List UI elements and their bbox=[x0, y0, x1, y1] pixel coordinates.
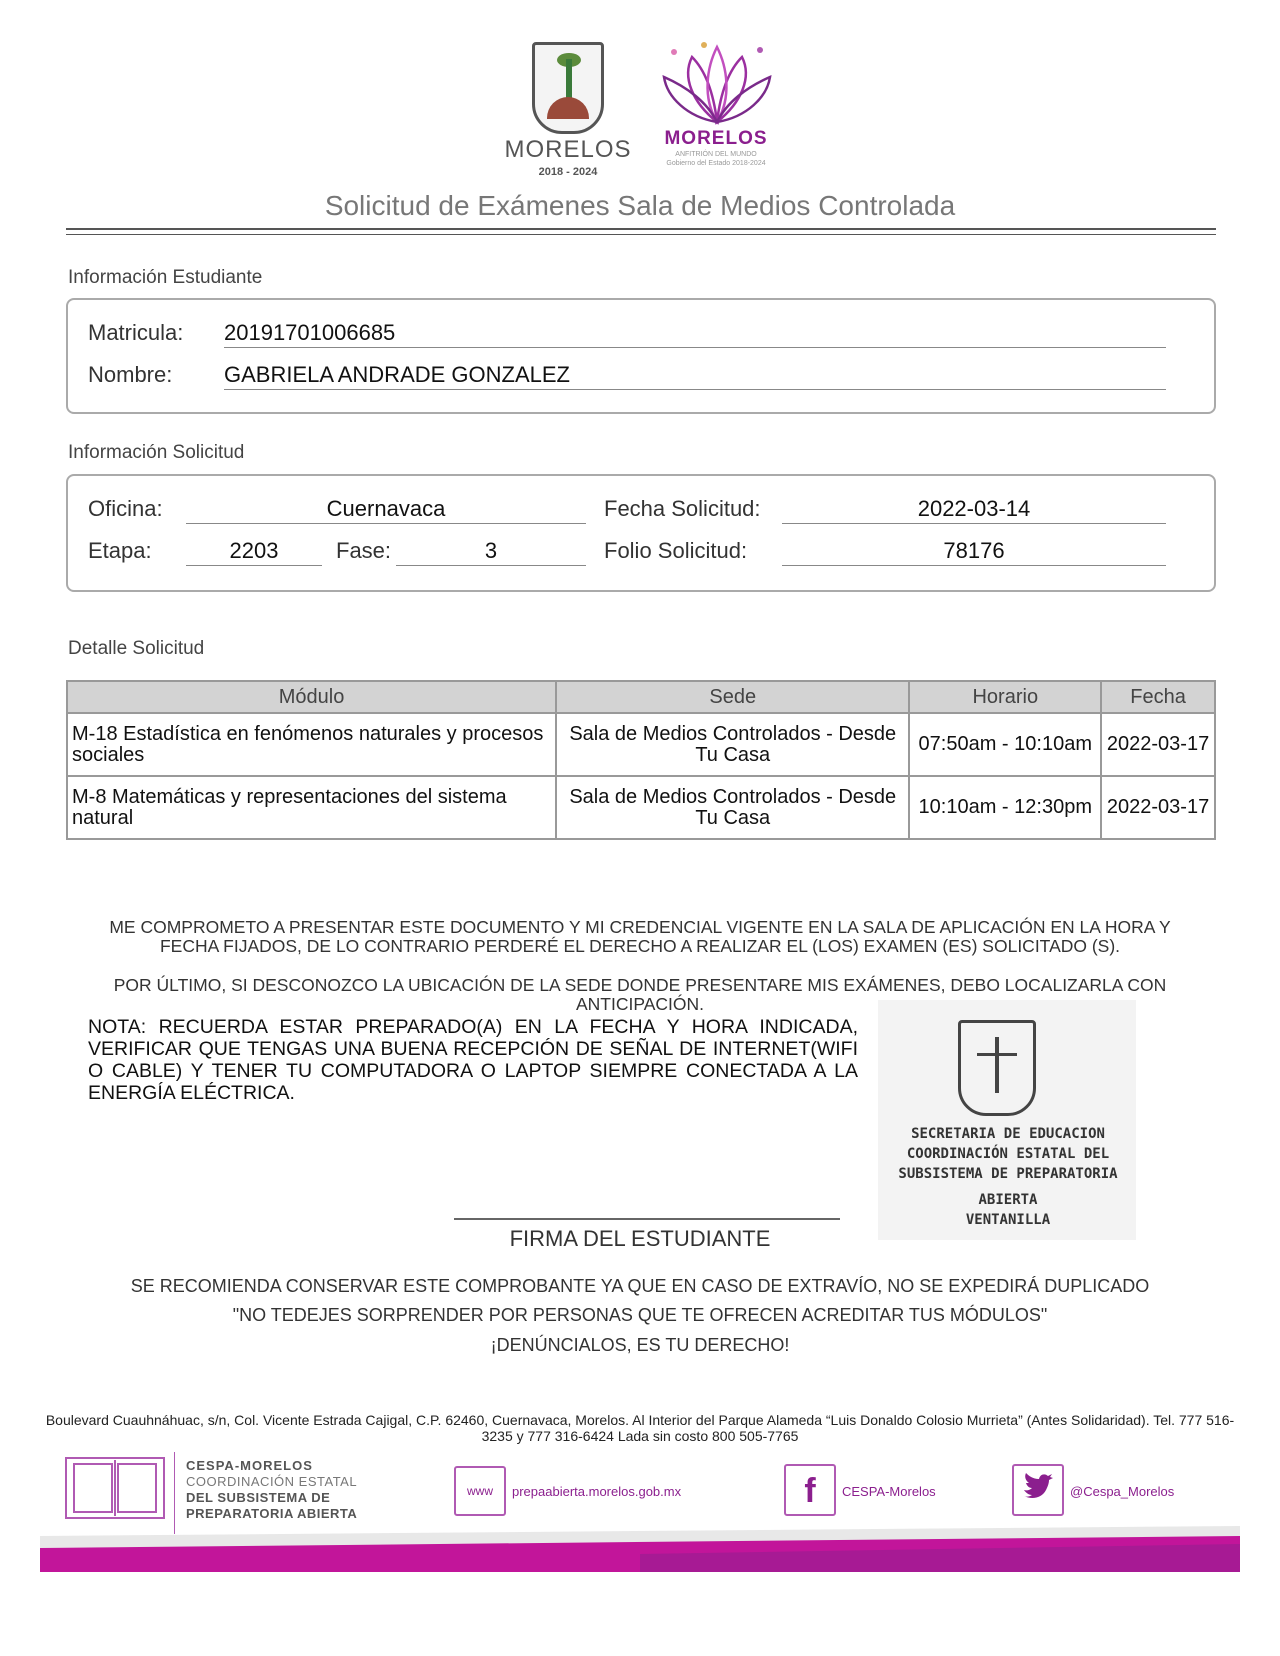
globe-icon: www bbox=[454, 1466, 506, 1516]
footer-brand-band bbox=[40, 1526, 1240, 1572]
cell-sede: Sala de Medios Controlados - Desde Tu Casa bbox=[556, 713, 909, 776]
logo-left-years: 2018 - 2024 bbox=[538, 166, 598, 178]
col-header-modulo: Módulo bbox=[67, 681, 556, 713]
table-row bbox=[67, 713, 1215, 776]
commitment-text: ME COMPROMETO A PRESENTAR ESTE DOCUMENTO Y MI CREDENCIAL VIGENTE EN LA SALA DE APLICACIÓN EN LA HORA Y FECHA FIJADOS, DE LO CONTRARIO PERDERÉ EL DERECHO A REALIZAR EL (LOS) EXAMEN (ES) SOLICITADO (S). bbox=[109, 917, 1171, 956]
request-info-box bbox=[66, 474, 1216, 592]
nombre-value: GABRIELA ANDRADE GONZALEZ bbox=[224, 360, 1166, 390]
org-name-line-3: DEL SUBSISTEMA DE bbox=[186, 1490, 331, 1505]
detail-table bbox=[66, 680, 1216, 840]
col-header-sede: Sede bbox=[556, 681, 909, 713]
signature-label: FIRMA DEL ESTUDIANTE bbox=[509, 1226, 771, 1251]
nota-text: NOTA: RECUERDA ESTAR PREPARADO(A) EN LA FECHA Y HORA INDICADA, VERIFICAR QUE TENGAS UNA BUENA RECEPCIÓN DE SEÑAL DE INTERNET(WIFI O CABLE) Y TENER TU COMPUTADORA O LAPTOP SIEMPRE CONECTADA A LA ENERGÍA ELÉCTRICA. bbox=[88, 1016, 858, 1104]
nombre-label: Nombre: bbox=[88, 362, 173, 387]
cell-horario: 07:50am - 10:10am bbox=[909, 713, 1101, 776]
twitter-icon bbox=[1012, 1464, 1064, 1516]
location-text: POR ÚLTIMO, SI DESCONOZCO LA UBICACIÓN DE LA SEDE DONDE PRESENTARE MIS EXÁMENES, DEBO LOCALIZARLA CON ANTICIPACIÓN. bbox=[113, 975, 1167, 1014]
cell-horario: 10:10am - 12:30pm bbox=[909, 776, 1101, 839]
matricula-label: Matricula: bbox=[88, 320, 184, 345]
title-divider bbox=[66, 228, 1216, 230]
cell-modulo: M-8 Matemáticas y representaciones del sistema natural bbox=[67, 776, 556, 839]
table-row bbox=[67, 776, 1215, 839]
matricula-value: 20191701006685 bbox=[224, 318, 1166, 348]
folio-label: Folio Solicitud: bbox=[604, 538, 748, 563]
morelos-state-seal bbox=[532, 42, 604, 134]
fecha-solicitud-value: 2022-03-14 bbox=[782, 494, 1166, 524]
recommendation-line-2: "NO TEDEJES SORPRENDER POR PERSONAS QUE TE OFRECEN ACREDITAR TUS MÓDULOS" bbox=[232, 1305, 1048, 1325]
recommendation-line-1: SE RECOMIENDA CONSERVAR ESTE COMPROBANTE YA QUE EN CASO DE EXTRAVÍO, NO SE EXPEDIRÁ DUPLICADO bbox=[130, 1276, 1150, 1296]
detail-section-label: Detalle Solicitud bbox=[68, 638, 205, 659]
fase-label: Fase: bbox=[336, 538, 392, 563]
org-name-line-2: COORDINACIÓN ESTATAL bbox=[186, 1474, 358, 1489]
signature-line bbox=[454, 1218, 840, 1220]
facebook-link[interactable]: CESPA-Morelos bbox=[842, 1484, 936, 1499]
logo-left-name: MORELOS bbox=[504, 136, 632, 163]
twitter-link[interactable]: @Cespa_Morelos bbox=[1070, 1484, 1175, 1499]
cell-fecha: 2022-03-17 bbox=[1101, 776, 1215, 839]
cell-fecha: 2022-03-17 bbox=[1101, 713, 1215, 776]
stamp-text: SECRETARIA DE EDUCACION COORDINACIÓN ESTATAL DEL SUBSISTEMA DE PREPARATORIA ABIERTA VENTANILLA bbox=[898, 1126, 1118, 1228]
cell-sede: Sala de Medios Controlados - Desde Tu Casa bbox=[556, 776, 909, 839]
recommendation-line-3: ¡DENÚNCIALOS, ES TU DERECHO! bbox=[490, 1335, 790, 1355]
etapa-value: 2203 bbox=[186, 536, 322, 566]
request-section-label: Información Solicitud bbox=[68, 442, 245, 463]
etapa-label: Etapa: bbox=[88, 538, 152, 563]
oficina-value: Cuernavaca bbox=[186, 494, 586, 524]
org-name-line-1: CESPA-MORELOS bbox=[186, 1458, 313, 1473]
document-title: Solicitud de Exámenes Sala de Medios Controlada bbox=[324, 190, 956, 221]
oficina-label: Oficina: bbox=[88, 496, 163, 521]
col-header-horario: Horario bbox=[909, 681, 1101, 713]
cespa-book-icon bbox=[64, 1456, 166, 1520]
logo-right-name: MORELOS bbox=[664, 128, 768, 149]
title-divider-thin bbox=[66, 234, 1216, 235]
fase-value: 3 bbox=[396, 536, 586, 566]
footer-address: Boulevard Cuauhnáhuac, s/n, Col. Vicente Estrada Cajigal, C.P. 62460, Cuernavaca, Morelos. Al Interior del Parque Alameda “Luis Donaldo Colosio Murrieta” (Antes Solidaridad). Tel. 777 516-3235 y 777 316-6424 Lada sin costo 800 505-7765 bbox=[45, 1412, 1235, 1444]
table-header-row bbox=[67, 681, 1215, 713]
student-info-box bbox=[66, 298, 1216, 414]
col-header-fecha: Fecha bbox=[1101, 681, 1215, 713]
stamp-shield-icon bbox=[958, 1020, 1036, 1116]
lotus-logo-icon bbox=[662, 42, 772, 128]
student-section-label: Información Estudiante bbox=[68, 267, 263, 288]
logo-right-tagline: ANFITRIÓN DEL MUNDO Gobierno del Estado 2018-2024 bbox=[666, 151, 766, 167]
website-link[interactable]: prepaabierta.morelos.gob.mx bbox=[512, 1484, 682, 1499]
facebook-icon: f bbox=[784, 1464, 836, 1516]
folio-value: 78176 bbox=[782, 536, 1166, 566]
org-name-line-4: PREPARATORIA ABIERTA bbox=[186, 1506, 358, 1521]
fecha-solicitud-label: Fecha Solicitud: bbox=[604, 496, 761, 521]
cell-modulo: M-18 Estadística en fenómenos naturales y procesos sociales bbox=[67, 713, 556, 776]
footer-divider bbox=[174, 1452, 175, 1534]
